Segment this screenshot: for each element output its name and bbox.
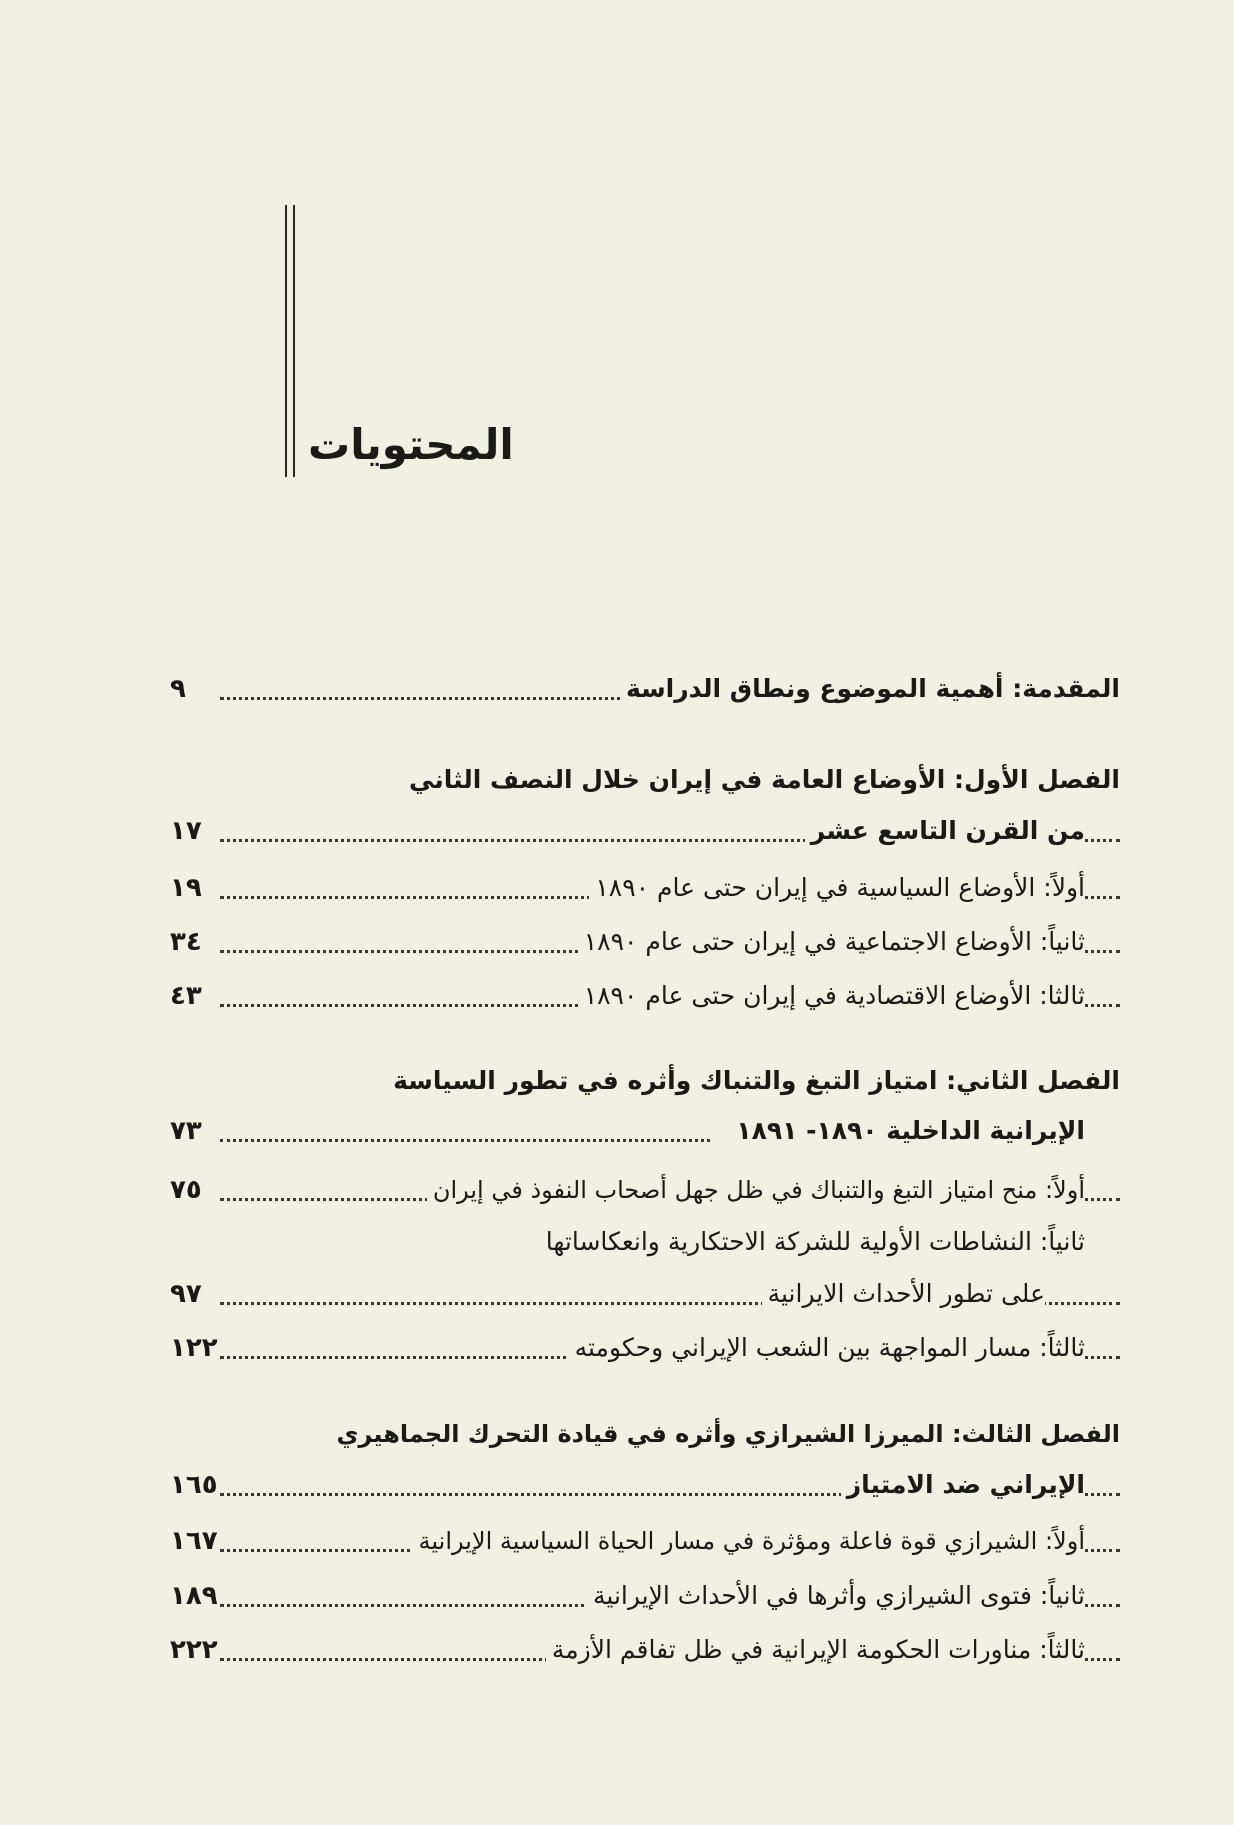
toc-entry-text: أولاً: الشيرازي قوة فاعلة ومؤثرة في مسار الحياة السياسية الإيرانية bbox=[413, 1517, 1085, 1565]
toc-entry-chapter-3-section-1 bbox=[170, 1517, 1120, 1565]
toc-page-number: ١٩ bbox=[170, 873, 202, 903]
toc-entry-chapter-2-section-3 bbox=[170, 1324, 1120, 1372]
toc-entry-chapter-1-continuation bbox=[170, 807, 1120, 855]
toc-entry-chapter-3-section-2 bbox=[170, 1572, 1120, 1620]
page-title: المحتويات bbox=[308, 420, 514, 469]
toc-entry-text: الفصل الثالث: الميرزا الشيرازي وأثره في قيادة التحرك الجماهيري bbox=[330, 1410, 1120, 1458]
toc-page-number: ٩٧ bbox=[170, 1279, 202, 1309]
toc-entry-chapter-1-section-1 bbox=[170, 864, 1120, 912]
toc-entry-text: ثانياً: الأوضاع الاجتماعية في إيران حتى عام ١٨٩٠ bbox=[578, 918, 1085, 966]
toc-entry-chapter-1-section-3 bbox=[170, 972, 1120, 1020]
toc-entry-text: الفصل الأول: الأوضاع العامة في إيران خلال النصف الثاني bbox=[403, 756, 1120, 804]
toc-entry-chapter-2-heading bbox=[170, 1057, 1120, 1105]
toc-entry-text: الإيراني ضد الامتياز bbox=[841, 1461, 1085, 1509]
toc-entry-chapter-2-section-2-continuation bbox=[170, 1270, 1120, 1318]
toc-entry-introduction bbox=[170, 665, 1120, 713]
toc-page-number: ٧٣ bbox=[170, 1116, 202, 1146]
table-of-contents bbox=[170, 0, 1120, 1825]
toc-entry-chapter-1-heading bbox=[170, 756, 1120, 804]
toc-entry-chapter-3-continuation bbox=[170, 1461, 1120, 1509]
toc-entry-text: ثالثاً: مسار المواجهة بين الشعب الإيراني وحكومته bbox=[569, 1324, 1085, 1372]
toc-entry-chapter-1-section-2 bbox=[170, 918, 1120, 966]
toc-entry-chapter-2-continuation bbox=[170, 1107, 1120, 1155]
toc-entry-text: الإيرانية الداخلية ١٨٩٠- ١٨٩١ bbox=[730, 1107, 1085, 1155]
toc-entry-text: الفصل الثاني: امتياز التبغ والتنباك وأثره في تطور السياسة bbox=[387, 1057, 1120, 1105]
toc-entry-text: المقدمة: أهمية الموضوع ونطاق الدراسة bbox=[620, 665, 1120, 713]
toc-page-number: ٣٤ bbox=[170, 927, 202, 957]
toc-entry-text: ثانياً: فتوى الشيرازي وأثرها في الأحداث الإيرانية bbox=[587, 1572, 1085, 1620]
toc-page-number: ٢٢٢ bbox=[170, 1635, 218, 1665]
toc-entry-text: على تطور الأحداث الايرانية bbox=[762, 1270, 1045, 1318]
toc-entry-text: أولاً: الأوضاع السياسية في إيران حتى عام ١٨٩٠ bbox=[589, 864, 1085, 912]
toc-entry-text: أولاً: منح امتياز التبغ والتنباك في ظل جهل أصحاب النفوذ في إيران bbox=[427, 1166, 1085, 1214]
toc-entry-chapter-3-heading bbox=[170, 1410, 1120, 1458]
toc-entry-text: من القرن التاسع عشر bbox=[805, 807, 1085, 855]
toc-page-number: ٤٣ bbox=[170, 981, 202, 1011]
toc-entry-text: ثالثا: الأوضاع الاقتصادية في إيران حتى عام ١٨٩٠ bbox=[578, 972, 1085, 1020]
toc-entry-chapter-2-section-1 bbox=[170, 1166, 1120, 1214]
toc-page-number: ١٧ bbox=[170, 816, 202, 846]
toc-entry-text: ثالثاً: مناورات الحكومة الإيرانية في ظل تفاقم الأزمة bbox=[546, 1626, 1085, 1674]
toc-entry-chapter-2-section-2 bbox=[170, 1218, 1120, 1266]
toc-page-number: ١٦٧ bbox=[170, 1526, 218, 1556]
toc-page-number: ٧٥ bbox=[170, 1175, 202, 1205]
toc-page-number: ٩ bbox=[170, 674, 186, 704]
toc-page-number: ١٦٥ bbox=[170, 1470, 218, 1500]
toc-page-number: ١٢٢ bbox=[170, 1333, 218, 1363]
toc-page-number: ١٨٩ bbox=[170, 1581, 218, 1611]
toc-entry-text: ثانياً: النشاطات الأولية للشركة الاحتكارية وانعكاساتها bbox=[540, 1218, 1085, 1266]
toc-entry-chapter-3-section-3 bbox=[170, 1626, 1120, 1674]
dot-leader bbox=[220, 1139, 710, 1142]
